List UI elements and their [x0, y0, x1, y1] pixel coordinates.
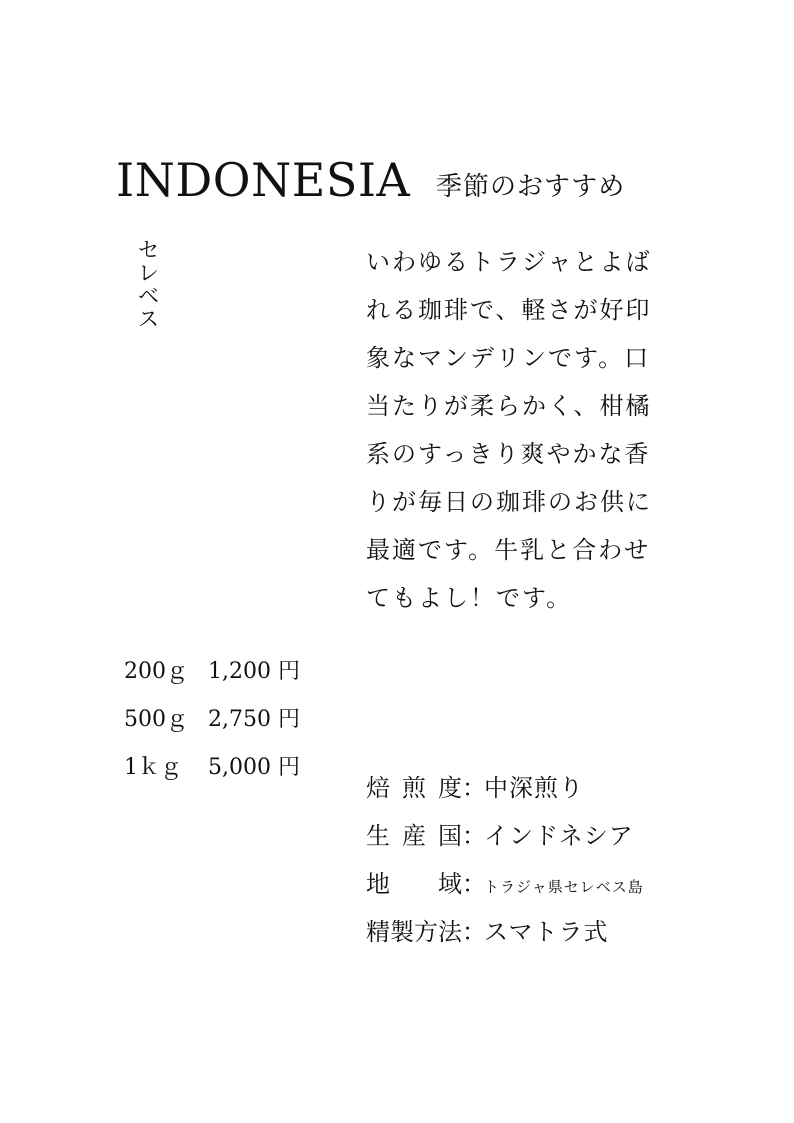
- description-line: りが毎日の珈琲のお供に: [366, 488, 652, 516]
- spec-label: 地域: [366, 870, 462, 898]
- price-value: 2,750 円: [208, 707, 300, 732]
- page-title: INDONESIA: [116, 153, 411, 207]
- description-line: 系のすっきり爽やかな香: [366, 440, 651, 468]
- spec-value: インドネシア: [484, 822, 634, 850]
- price-row: [124, 696, 300, 744]
- price-weight: 1ｋｇ: [124, 755, 182, 780]
- description-line: いわゆるトラジャとよば: [366, 248, 652, 276]
- spec-value: 中深煎り: [484, 774, 584, 802]
- spec-list: [366, 764, 644, 956]
- spec-colon: ：: [462, 918, 486, 946]
- spec-label: 精製方法: [366, 918, 462, 946]
- spec-label: 生産国: [366, 822, 462, 850]
- price-row: [124, 648, 300, 696]
- price-value: 1,200 円: [208, 659, 300, 684]
- spec-row: [366, 908, 644, 956]
- description-line: てもよし！です。: [366, 584, 573, 612]
- spec-row: [366, 812, 644, 860]
- spec-row: [366, 860, 644, 908]
- region-label: セレベス: [134, 238, 159, 330]
- description-line: 当たりが柔らかく、柑橘: [366, 392, 652, 420]
- spec-value: スマトラ式: [484, 918, 609, 946]
- spec-value: トラジャ県セレベス島: [484, 878, 644, 896]
- price-value: 5,000 円: [208, 755, 300, 780]
- page-subtitle: 季節のおすすめ: [436, 172, 626, 202]
- description-line: 最適です。牛乳と合わせ: [366, 536, 651, 564]
- spec-label: 焙煎度: [366, 774, 462, 802]
- spec-colon: ：: [462, 774, 486, 802]
- price-weight: 200ｇ: [124, 659, 188, 684]
- spec-colon: ：: [462, 870, 486, 898]
- description: [366, 238, 666, 622]
- description-line: れる珈琲で、軽さが好印: [366, 296, 652, 324]
- spec-row: [366, 764, 644, 812]
- price-weight: 500ｇ: [124, 707, 188, 732]
- description-line: 象なマンデリンです。口: [366, 344, 651, 372]
- price-list: [124, 648, 300, 792]
- spec-colon: ：: [462, 822, 486, 850]
- price-row: [124, 744, 300, 792]
